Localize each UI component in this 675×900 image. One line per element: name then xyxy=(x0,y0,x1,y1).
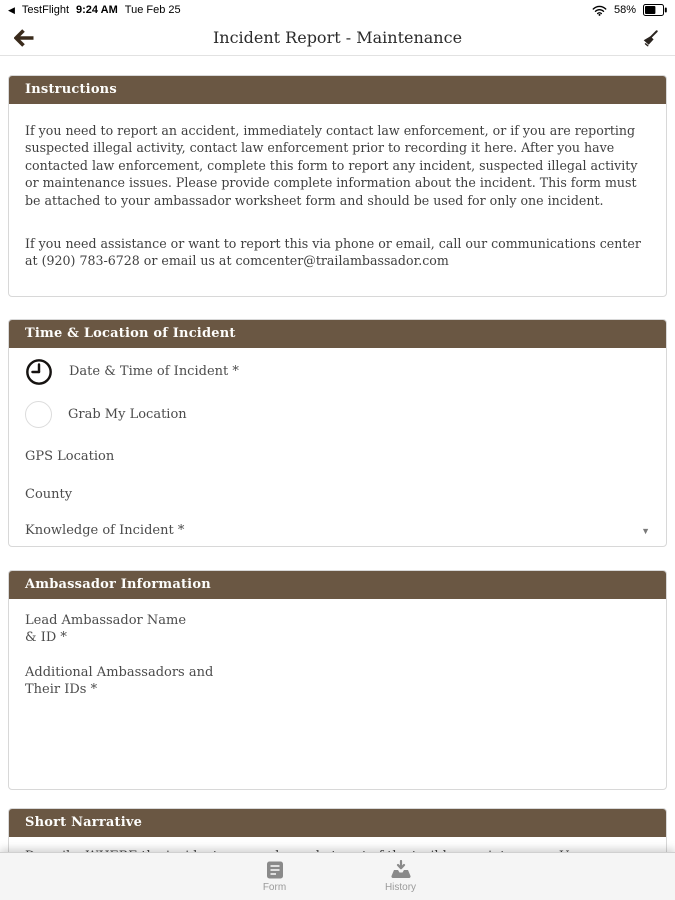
ambassador-header: Ambassador Information xyxy=(9,571,666,599)
gps-location-label: GPS Location xyxy=(25,449,115,465)
tab-form[interactable] xyxy=(243,860,307,893)
status-time: 9:24 AM xyxy=(76,4,118,16)
form-tab-icon xyxy=(265,860,285,880)
short-narrative-header: Short Narrative xyxy=(9,809,666,837)
tab-bar xyxy=(0,852,675,900)
status-bar xyxy=(0,0,675,20)
lead-ambassador-field[interactable]: Lead Ambassador Name & ID * xyxy=(25,612,187,646)
status-date: Tue Feb 25 xyxy=(124,4,181,16)
history-tab-label: History xyxy=(384,882,417,893)
tab-history[interactable] xyxy=(369,860,433,893)
instructions-paragraph-1: If you need to report an accident, immediately contact law enforcement, or if you are reporting suspected illegal activity, contact law enforcement prior to recording it here. After you have contacted law enforcement, complete this form to report any incident, suspected illegal activity or maintenance issues. Please provide complete information about the incident. This form must be attached to your ambassador worksheet form and should be used for only one incident. xyxy=(25,123,638,208)
page-title: Incident Report - Maintenance xyxy=(212,28,463,47)
date-time-label: Date & Time of Incident * xyxy=(69,364,239,380)
instructions-card xyxy=(8,75,667,297)
knowledge-dropdown[interactable] xyxy=(9,518,666,544)
grab-location-checkbox[interactable] xyxy=(9,394,666,436)
ambassador-card xyxy=(8,570,667,790)
date-time-field[interactable] xyxy=(9,350,666,394)
app-header xyxy=(0,20,675,56)
time-location-card xyxy=(8,319,667,547)
time-location-header: Time & Location of Incident xyxy=(9,320,666,348)
instructions-header: Instructions xyxy=(9,76,666,104)
history-tab-icon xyxy=(390,860,412,880)
gps-location-field[interactable] xyxy=(9,444,666,470)
form-tab-label: Form xyxy=(262,882,287,893)
clear-form-button[interactable] xyxy=(637,25,663,51)
battery-icon xyxy=(643,4,667,16)
grab-location-label: Grab My Location xyxy=(68,407,187,423)
location-radio-icon xyxy=(25,401,52,428)
back-arrow-icon xyxy=(14,29,36,47)
form-scroll-area[interactable] xyxy=(0,56,675,900)
instructions-paragraph-2: If you need assistance or want to report this via phone or email, call our communications center at (920) 783-6728 or email us at comcenter@trailambassador.com xyxy=(25,236,641,269)
clock-icon xyxy=(25,358,53,386)
knowledge-label: Knowledge of Incident * xyxy=(25,523,185,539)
wifi-icon xyxy=(592,5,607,16)
county-field[interactable] xyxy=(9,482,666,508)
return-to-app-icon: ◀ xyxy=(8,4,15,15)
return-to-app-label[interactable]: TestFlight xyxy=(21,4,69,16)
county-label: County xyxy=(25,487,73,503)
broom-icon xyxy=(641,29,659,47)
battery-percent: 58% xyxy=(613,4,636,16)
dropdown-chevron-icon: ▼ xyxy=(641,525,650,536)
back-button[interactable] xyxy=(12,25,38,51)
additional-ambassadors-field[interactable]: Additional Ambassadors and Their IDs * xyxy=(25,664,214,698)
